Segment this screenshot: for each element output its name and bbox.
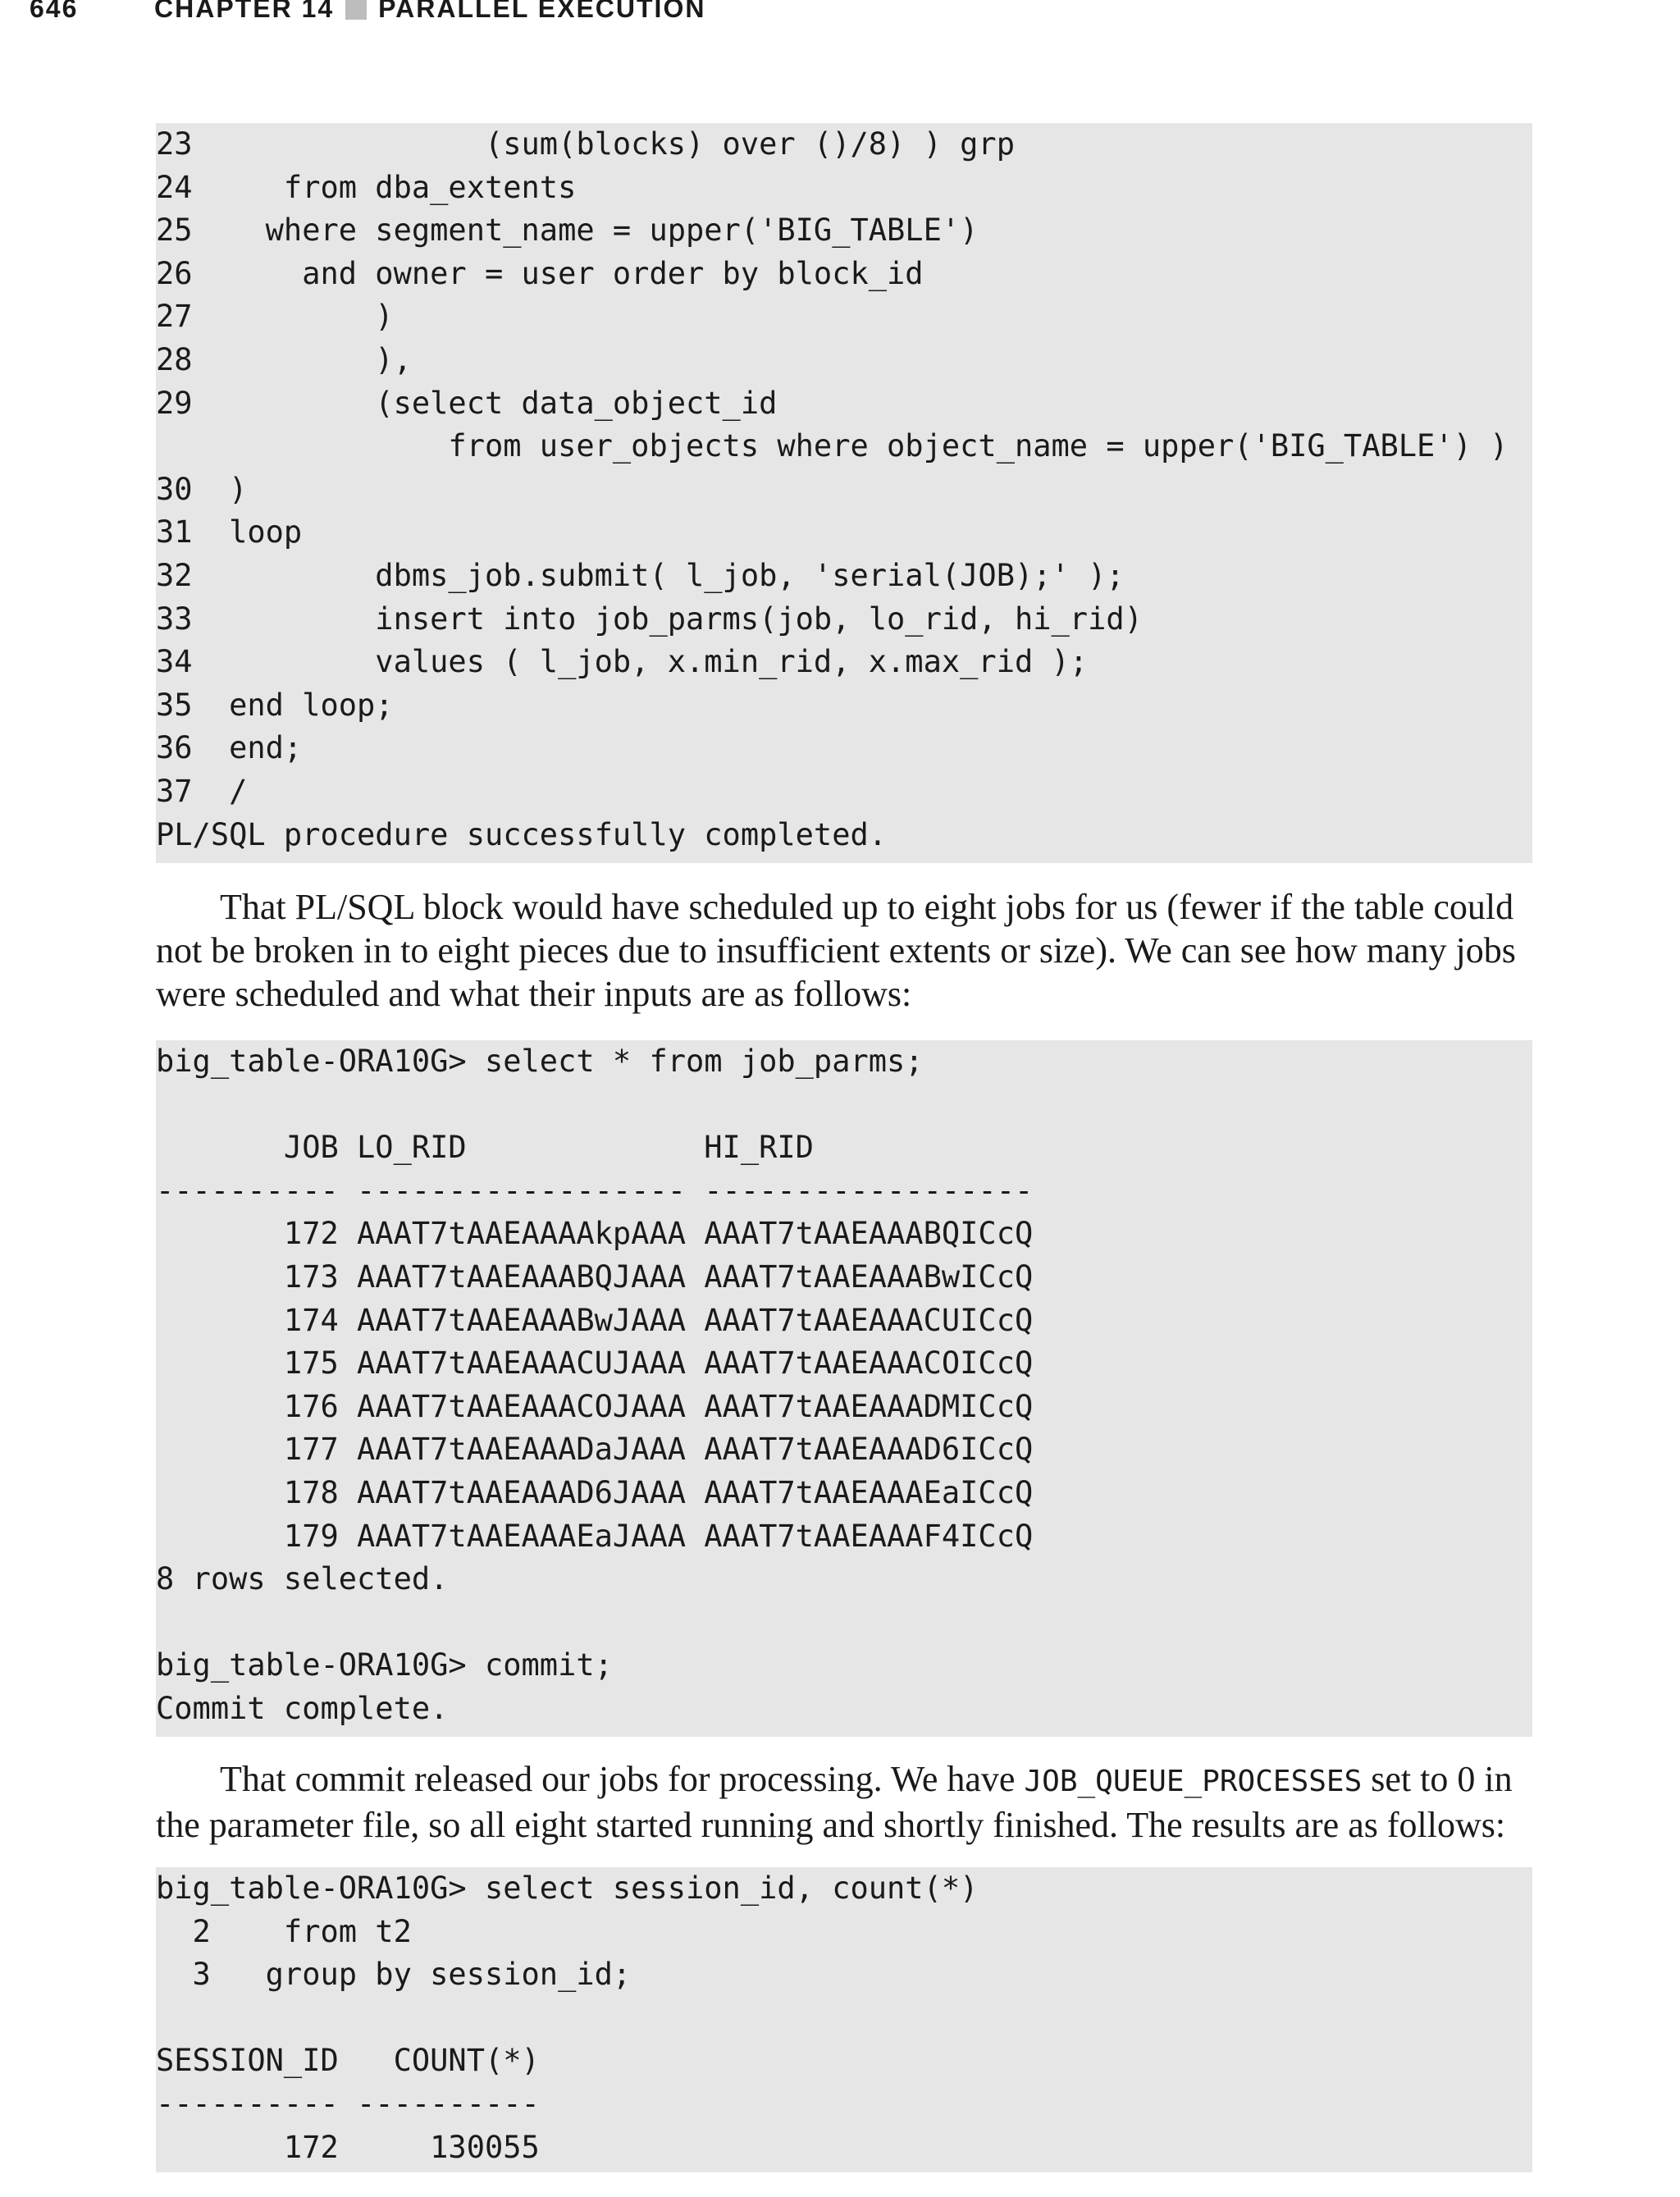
code-line [156, 1084, 1532, 1127]
code-line: big_table-ORA10G> commit; [156, 1647, 613, 1683]
code-line: 176 AAAT7tAAEAAACOJAAA AAAT7tAAEAAADMICcQ [156, 1388, 1034, 1424]
code-line: ---------- ------------------ ------------------ [156, 1172, 1034, 1208]
code-line: big_table-ORA10G> select * from job_parms; [156, 1044, 924, 1079]
code-line [156, 1997, 1532, 2040]
paragraph-text-end: set to 0 in the parameter file, so all eight started running and shortly finished. The results are as follows: [156, 1759, 1513, 1845]
paragraph-text-start: That commit released our jobs for processing. We have [220, 1759, 1025, 1799]
code-line: SESSION_ID COUNT(*) [156, 2043, 540, 2079]
code-line: 32 dbms_job.submit( l_job, 'serial(JOB);' ); [156, 557, 1125, 593]
code-listing-session-count [156, 1867, 1532, 2172]
code-listing-plsql [156, 123, 1532, 863]
code-line: from user_objects where object_name = upper('BIG_TABLE') ) [156, 428, 1509, 464]
code-line: 31 loop [156, 514, 303, 550]
code-line: 24 from dba_extents [156, 169, 577, 205]
code-line: Commit complete. [156, 1690, 449, 1726]
code-line: 34 values ( l_job, x.min_rid, x.max_rid ); [156, 644, 1089, 680]
code-line: 26 and owner = user order by block_id [156, 255, 924, 291]
code-line: 27 ) [156, 299, 394, 335]
paragraph-text: That PL/SQL block would have scheduled up to eight jobs for us (fewer if the table could not be broken in to eight pieces due to insufficient extents or size). We can see how many jobs were scheduled and what their inputs are as follows: [156, 887, 1516, 1014]
code-line: 23 (sum(blocks) over ()/8) ) grp [156, 126, 1015, 162]
code-line: 36 end; [156, 730, 303, 766]
running-header [0, 0, 1680, 33]
square-separator-icon [345, 0, 367, 20]
code-line: 178 AAAT7tAAEAAAD6JAAA AAAT7tAAEAAAEaICcQ [156, 1474, 1034, 1510]
chapter-title: CHAPTER 14 [154, 0, 335, 23]
chapter-heading [154, 0, 705, 24]
code-line: ---------- ---------- [156, 2085, 540, 2122]
code-line: big_table-ORA10G> select session_id, count(*) [156, 1870, 979, 1906]
code-line: 37 / [156, 773, 248, 809]
code-line: 8 rows selected. [156, 1561, 449, 1597]
body-paragraph [156, 1757, 1534, 1847]
code-line: 179 AAAT7tAAEAAAEaJAAA AAAT7tAAEAAAF4ICcQ [156, 1518, 1034, 1554]
code-line: 35 end loop; [156, 687, 394, 723]
inline-code: JOB_QUEUE_PROCESSES [1024, 1765, 1363, 1798]
code-line: 28 ), [156, 341, 412, 377]
code-line: 174 AAAT7tAAEAAABwJAAA AAAT7tAAEAAACUICcQ [156, 1302, 1034, 1338]
code-line: 25 where segment_name = upper('BIG_TABLE') [156, 212, 979, 249]
code-line: 29 (select data_object_id [156, 385, 778, 421]
page-number: 646 [30, 0, 79, 23]
code-line: 30 ) [156, 471, 248, 507]
body-paragraph [156, 885, 1534, 1016]
code-line [156, 1601, 1532, 1645]
code-line: 175 AAAT7tAAEAAACUJAAA AAAT7tAAEAAACOICcQ [156, 1345, 1034, 1382]
code-line: 33 insert into job_parms(job, lo_rid, hi_rid) [156, 601, 1143, 637]
code-line: 3 group by session_id; [156, 1957, 632, 1993]
code-line: 177 AAAT7tAAEAAADaJAAA AAAT7tAAEAAAD6ICcQ [156, 1432, 1034, 1468]
code-line: 173 AAAT7tAAEAAABQJAAA AAAT7tAAEAAABwICcQ [156, 1258, 1034, 1295]
code-line: PL/SQL procedure successfully completed. [156, 816, 888, 852]
code-listing-job-parms [156, 1040, 1532, 1737]
section-title: PARALLEL EXECUTION [378, 0, 706, 23]
code-line: 172 130055 [156, 2129, 540, 2165]
code-line: 172 AAAT7tAAEAAAAkpAAA AAAT7tAAEAAABQICcQ [156, 1216, 1034, 1252]
code-line: JOB LO_RID HI_RID [156, 1130, 814, 1166]
code-line: 2 from t2 [156, 1913, 412, 1949]
